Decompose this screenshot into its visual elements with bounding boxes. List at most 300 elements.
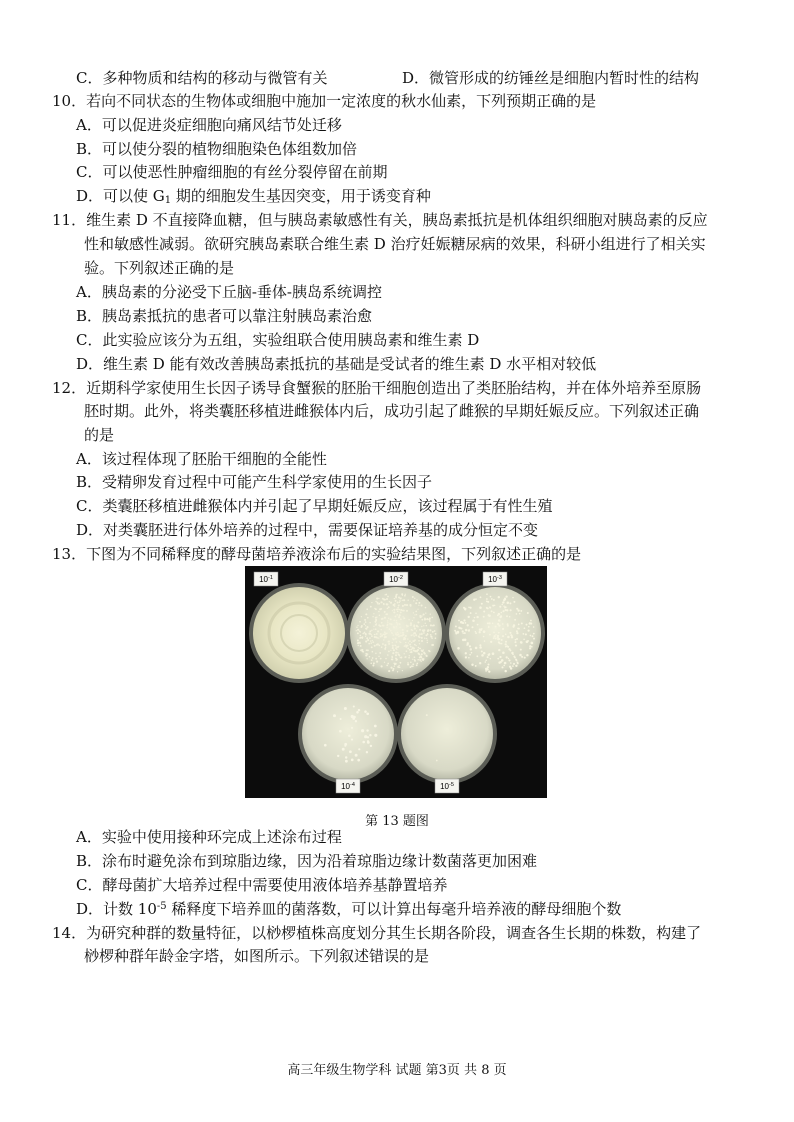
colony-dot: [389, 601, 390, 602]
colony-dot: [513, 626, 515, 628]
colony-dot: [375, 608, 377, 610]
colony-dot: [395, 632, 397, 634]
colony-dot: [507, 625, 509, 627]
colony-dot: [418, 640, 420, 642]
q11-stem-line3: 验。下列叙述正确的是: [84, 259, 235, 277]
colony-dot: [422, 649, 424, 651]
colony-dot: [524, 627, 526, 629]
colony-dot: [411, 629, 413, 631]
colony-dot: [400, 611, 402, 613]
colony-dot: [360, 645, 362, 647]
colony-dot: [356, 630, 357, 631]
colony-dot: [374, 725, 377, 728]
colony-dot: [483, 630, 486, 633]
colony-dot: [389, 628, 391, 630]
colony-dot: [386, 603, 388, 605]
colony-dot: [529, 647, 531, 649]
colony-dot: [412, 596, 414, 598]
colony-dot: [468, 629, 470, 631]
colony-dot: [357, 625, 358, 626]
colony-dot: [383, 639, 384, 640]
colony-dot: [483, 610, 485, 612]
colony-dot: [505, 646, 507, 648]
colony-dot: [486, 607, 488, 609]
colony-dot: [353, 705, 355, 707]
colony-dot: [431, 638, 433, 640]
colony-dot: [493, 637, 495, 639]
colony-dot: [485, 661, 487, 663]
colony-dot: [391, 656, 393, 658]
colony-dot: [455, 625, 457, 627]
q12-stem-line2: 胚时期。此外，将类囊胚移植进雌猴体内后，成功引起了雌猴的早期妊娠反应。下列叙述正确: [84, 402, 700, 420]
colony-dot: [420, 616, 422, 618]
colony-dot: [465, 652, 467, 654]
colony-dot: [484, 640, 485, 641]
colony-dot: [408, 619, 409, 620]
colony-dot: [485, 668, 487, 670]
colony-dot: [481, 628, 483, 630]
colony-dot: [357, 632, 359, 634]
colony-dot: [426, 655, 428, 657]
colony-dot: [401, 635, 403, 637]
colony-dot: [512, 665, 514, 667]
colony-dot: [427, 642, 428, 643]
colony-dot: [383, 603, 385, 605]
colony-dot: [397, 624, 399, 626]
colony-dot: [393, 619, 395, 621]
colony-dot: [384, 631, 386, 633]
colony-dot: [405, 646, 407, 648]
colony-dot: [509, 602, 511, 604]
colony-dot: [512, 597, 513, 598]
colony-dot: [513, 663, 515, 665]
colony-dot: [362, 633, 363, 634]
colony-dot: [384, 611, 386, 613]
colony-dot: [427, 640, 428, 641]
colony-dot: [412, 646, 413, 647]
colony-dot: [378, 656, 379, 657]
colony-dot: [419, 633, 421, 635]
colony-dot: [479, 646, 482, 649]
q12-option-c: C．类囊胚移植进雌猴体内并引起了早期妊娠反应，该过程属于有性生殖: [76, 497, 553, 515]
colony-dot: [379, 614, 381, 616]
colony-dot: [516, 632, 518, 634]
colony-dot: [516, 638, 518, 640]
q10-stem: 10．若向不同状态的生物体或细胞中施加一定浓度的秋水仙素，下列预期正确的是: [52, 92, 597, 110]
colony-dot: [379, 652, 381, 654]
colony-dot: [419, 637, 421, 639]
colony-dot: [426, 625, 428, 627]
colony-dot: [487, 601, 489, 603]
colony-dot: [410, 652, 411, 653]
colony-dot: [423, 613, 425, 615]
colony-dot: [355, 720, 357, 722]
colony-dot: [499, 616, 501, 618]
colony-dot: [432, 625, 433, 626]
colony-dot: [479, 631, 481, 633]
q12-option-b: B．受精卵发育过程中可能产生科学家使用的生长因子: [76, 473, 433, 491]
colony-dot: [358, 645, 359, 646]
colony-dot: [502, 602, 504, 604]
q12-option-d: D．对类囊胚进行体外培养的过程中，需要保证培养基的成分恒定不变: [76, 521, 539, 539]
colony-dot: [386, 665, 388, 667]
colony-dot: [428, 619, 430, 621]
colony-dot: [402, 593, 404, 595]
colony-dot: [516, 608, 518, 610]
colony-dot: [375, 653, 376, 654]
colony-dot: [523, 639, 525, 641]
colony-dot: [412, 666, 414, 668]
colony-dot: [387, 608, 389, 610]
colony-dot: [509, 632, 511, 634]
colony-dot: [493, 635, 495, 637]
colony-dot: [513, 601, 515, 603]
colony-dot: [393, 611, 395, 613]
colony-dot: [374, 621, 376, 623]
q13-figure-caption: 第 13 题图: [365, 814, 429, 829]
colony-dot: [470, 612, 472, 614]
page-footer: 高三年级生物学科 试题 第3页 共 8 页: [287, 1063, 507, 1078]
colony-dot: [476, 616, 478, 618]
colony-dot: [399, 635, 400, 636]
colony-dot: [382, 643, 384, 645]
colony-dot: [501, 612, 503, 614]
colony-dot: [533, 638, 535, 640]
colony-dot: [421, 604, 423, 606]
colony-dot: [407, 599, 408, 600]
q11-option-d: D．维生素 D 能有效改善胰岛素抵抗的基础是受试者的维生素 D 水平相对较低: [76, 355, 597, 373]
colony-dot: [412, 659, 413, 660]
colony-dot: [423, 625, 424, 626]
colony-dot: [462, 639, 465, 642]
colony-dot: [342, 748, 345, 751]
colony-dot: [506, 656, 508, 658]
colony-dot: [361, 616, 362, 617]
colony-dot: [407, 662, 408, 663]
colony-dot: [394, 645, 396, 647]
colony-dot: [516, 630, 518, 632]
colony-dot: [506, 609, 508, 611]
colony-dot: [530, 620, 532, 622]
colony-dot: [397, 632, 399, 634]
colony-dot: [392, 638, 393, 639]
colony-dot: [414, 644, 416, 646]
colony-dot: [406, 650, 408, 652]
colony-dot: [370, 642, 372, 644]
plate-4-label: $10^{-4}$: [341, 782, 355, 791]
colony-dot: [413, 625, 415, 627]
colony-dot: [404, 653, 405, 654]
q11-option-a: A．胰岛素的分泌受下丘脑-垂体-胰岛系统调控: [76, 283, 382, 301]
colony-dot: [499, 606, 501, 608]
colony-dot: [457, 631, 460, 634]
colony-dot: [435, 637, 437, 639]
colony-dot: [421, 633, 423, 635]
colony-dot: [531, 642, 533, 644]
colony-dot: [387, 622, 388, 623]
colony-dot: [376, 617, 377, 618]
colony-dot: [407, 663, 409, 665]
colony-dot: [516, 660, 518, 662]
colony-dot: [463, 607, 465, 609]
colony-dot: [399, 641, 400, 642]
colony-dot: [531, 646, 533, 648]
colony-dot: [505, 633, 507, 635]
colony-dot: [384, 634, 386, 636]
colony-dot: [386, 625, 388, 627]
colony-dot: [458, 620, 460, 622]
colony-dot: [324, 744, 327, 747]
colony-dot: [409, 640, 411, 642]
colony-dot: [527, 612, 529, 614]
colony-dot: [457, 647, 460, 650]
colony-dot: [348, 735, 351, 738]
colony-dot: [387, 620, 388, 621]
colony-dot: [470, 607, 472, 609]
colony-dot: [379, 603, 381, 605]
colony-dot: [361, 729, 364, 732]
colony-dot: [493, 631, 495, 633]
colony-dot: [417, 621, 419, 623]
colony-dot: [498, 649, 500, 651]
colony-dot: [471, 626, 473, 628]
colony-dot: [475, 598, 477, 600]
colony-dot: [526, 624, 528, 626]
colony-dot: [507, 636, 510, 639]
colony-dot: [366, 649, 368, 651]
colony-dot: [423, 632, 425, 634]
colony-dot: [381, 646, 383, 648]
colony-dot: [436, 760, 438, 762]
colony-dot: [503, 605, 504, 606]
colony-dot: [413, 647, 415, 649]
colony-dot: [479, 628, 482, 631]
colony-dot: [475, 631, 476, 632]
colony-dot: [483, 636, 485, 638]
colony-dot: [362, 741, 365, 744]
colony-dot: [417, 659, 419, 661]
q12-stem: 12．近期科学家使用生长因子诱导食蟹猴的胚胎干细胞创造出了类胚胎结构，并在体外培养至原肠: [52, 379, 702, 397]
colony-dot: [426, 618, 428, 620]
colony-dot: [431, 636, 433, 638]
colony-dot: [490, 641, 492, 643]
colony-dot: [462, 633, 463, 634]
colony-dot: [397, 652, 399, 654]
colony-dot: [386, 627, 387, 628]
colony-dot: [366, 637, 368, 639]
colony-dot: [533, 626, 535, 628]
colony-dot: [426, 638, 427, 639]
colony-dot: [498, 661, 500, 663]
colony-dot: [399, 662, 401, 664]
colony-dot: [372, 657, 374, 659]
colony-dot: [502, 635, 504, 637]
colony-dot: [465, 629, 468, 632]
colony-dot: [507, 602, 510, 605]
colony-dot: [366, 712, 369, 715]
q13-option-b: B．涂布时避免涂布到琼脂边缘，因为沿着琼脂边缘计数菌落更加困难: [76, 852, 538, 870]
colony-dot: [392, 633, 393, 634]
colony-dot: [400, 609, 402, 611]
colony-dot: [424, 638, 425, 639]
colony-dot: [518, 628, 520, 630]
colony-dot: [435, 633, 437, 635]
colony-dot: [495, 626, 497, 628]
colony-dot: [372, 640, 373, 641]
colony-dot: [397, 623, 398, 624]
colony-dot: [387, 654, 389, 656]
colony-dot: [395, 600, 397, 602]
colony-dot: [365, 633, 367, 635]
colony-dot: [487, 656, 489, 658]
colony-dot: [410, 646, 412, 648]
colony-dot: [418, 602, 420, 604]
colony-dot: [510, 650, 512, 652]
colony-dot: [413, 612, 414, 613]
colony-dot: [378, 598, 379, 599]
colony-dot: [425, 612, 426, 613]
colony-dot: [355, 754, 358, 757]
colony-dot: [340, 718, 342, 720]
colony-dot: [376, 633, 378, 635]
colony-dot: [515, 639, 517, 641]
colony-dot: [418, 635, 419, 636]
colony-dot: [397, 607, 399, 609]
colony-dot: [387, 663, 389, 665]
q9-option-c: C．多种物质和结构的移动与微管有关: [76, 69, 328, 87]
colony-dot: [501, 643, 503, 645]
q10-option-c: C．可以使恶性肿瘤细胞的有丝分裂停留在前期: [76, 163, 388, 181]
colony-dot: [487, 663, 489, 665]
colony-dot: [479, 662, 481, 664]
colony-dot: [504, 662, 507, 665]
colony-dot: [369, 656, 370, 657]
colony-dot: [419, 629, 421, 631]
colony-dot: [390, 650, 391, 651]
colony-dot: [402, 670, 403, 671]
colony-dot: [365, 653, 367, 655]
plate-4-agar: [302, 688, 394, 780]
colony-dot: [371, 602, 372, 603]
colony-dot: [409, 604, 411, 606]
colony-dot: [510, 662, 512, 664]
colony-dot: [402, 616, 403, 617]
colony-dot: [524, 657, 526, 659]
colony-dot: [399, 609, 401, 611]
colony-dot: [501, 666, 503, 668]
colony-dot: [395, 637, 397, 639]
colony-dot: [419, 648, 420, 649]
colony-dot: [485, 670, 487, 672]
colony-dot: [395, 648, 397, 650]
colony-dot: [398, 605, 400, 607]
colony-dot: [411, 635, 413, 637]
colony-dot: [393, 626, 395, 628]
colony-dot: [386, 613, 388, 615]
colony-dot: [337, 755, 339, 757]
colony-dot: [344, 707, 347, 710]
colony-dot: [399, 600, 400, 601]
colony-dot: [373, 662, 375, 664]
colony-dot: [379, 608, 381, 610]
colony-dot: [419, 643, 420, 644]
colony-dot: [463, 619, 465, 621]
colony-dot: [481, 650, 483, 652]
colony-dot: [421, 657, 423, 659]
colony-dot: [491, 598, 493, 600]
colony-dot: [404, 645, 406, 647]
colony-dot: [406, 630, 408, 632]
colony-dot: [481, 654, 484, 657]
colony-dot: [471, 652, 473, 654]
colony-dot: [470, 648, 472, 650]
colony-dot: [517, 609, 519, 611]
colony-dot: [409, 655, 410, 656]
colony-dot: [373, 628, 374, 629]
colony-dot: [497, 658, 499, 660]
q11-option-b: B．胰岛素抵抗的患者可以靠注射胰岛素治愈: [76, 307, 373, 325]
colony-dot: [369, 637, 371, 639]
colony-dot: [364, 735, 367, 738]
colony-dot: [462, 630, 464, 632]
colony-dot: [395, 634, 396, 635]
colony-dot: [414, 659, 416, 661]
colony-dot: [358, 748, 360, 750]
colony-dot: [407, 648, 409, 650]
colony-dot: [369, 622, 370, 623]
colony-dot: [392, 647, 394, 649]
colony-dot: [421, 637, 423, 639]
colony-dot: [458, 627, 460, 629]
colony-dot: [403, 599, 405, 601]
colony-dot: [422, 659, 424, 661]
colony-dot: [353, 716, 356, 719]
colony-dot: [530, 635, 532, 637]
colony-dot: [414, 614, 415, 615]
colony-dot: [519, 613, 521, 615]
colony-dot: [516, 613, 518, 615]
q9-option-d: D．微管形成的纺锤丝是细胞内暂时性的结构: [402, 69, 700, 87]
colony-dot: [479, 644, 481, 646]
colony-dot: [395, 594, 397, 596]
colony-dot: [414, 598, 415, 599]
colony-dot: [364, 632, 365, 633]
colony-dot: [405, 642, 406, 643]
colony-dot: [371, 646, 373, 648]
colony-dot: [356, 627, 357, 628]
colony-dot: [366, 729, 368, 731]
colony-dot: [501, 639, 503, 641]
colony-dot: [377, 630, 379, 632]
colony-dot: [396, 658, 398, 660]
colony-dot: [420, 660, 421, 661]
colony-dot: [523, 633, 525, 635]
colony-dot: [367, 736, 369, 738]
colony-dot: [421, 653, 423, 655]
colony-dot: [508, 659, 510, 661]
colony-dot: [404, 656, 405, 657]
colony-dot: [349, 750, 352, 753]
colony-dot: [406, 604, 408, 606]
colony-dot: [358, 709, 360, 711]
colony-dot: [467, 624, 469, 626]
colony-dot: [434, 630, 436, 632]
colony-dot: [502, 628, 504, 630]
colony-dot: [384, 644, 386, 646]
colony-dot: [505, 606, 507, 608]
colony-dot: [399, 614, 401, 616]
colony-dot: [412, 634, 414, 636]
